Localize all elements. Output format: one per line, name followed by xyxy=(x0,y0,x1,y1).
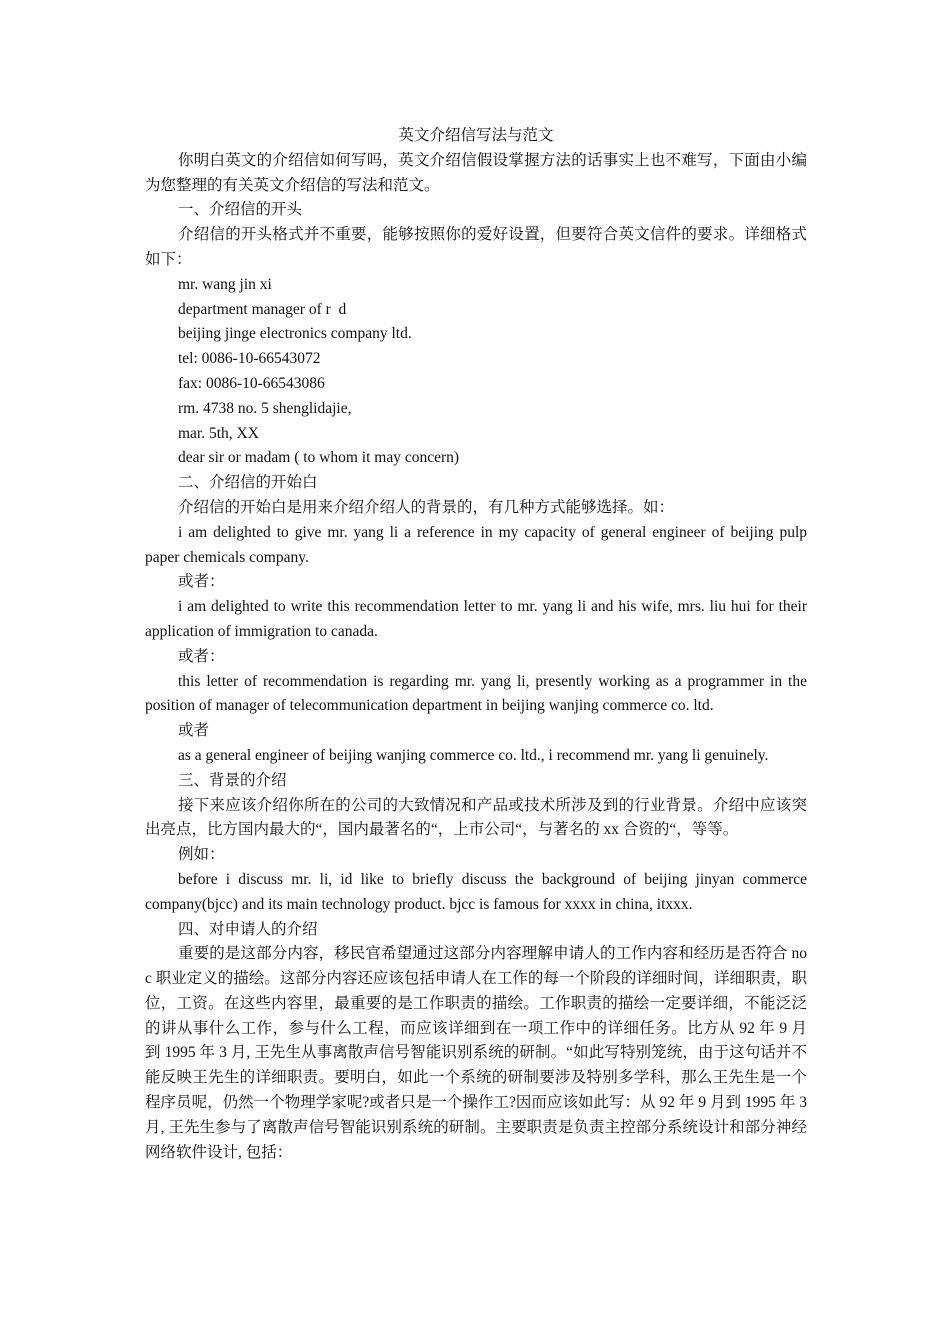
or-label-2: 或者： xyxy=(178,647,225,665)
example-paragraph-1: i am delighted to give mr. yang li a reference in my capacity of general engineer of beijing pulp paper chemicals company. xyxy=(145,523,807,566)
letter-line-salutation: dear sir or madam ( to whom it may concern) xyxy=(178,449,460,467)
letter-line-name: mr. wang jin xi xyxy=(178,275,272,293)
example-paragraph-background: before i discuss mr. li, id like to briefly discuss the background of beijing jinyan commerce company(bjcc) and its main technology product. bjcc is famous for xxxx in china, itxxx. xyxy=(145,870,807,913)
section-heading-opening: 一、介绍信的开头 xyxy=(178,201,303,219)
or-label-1: 或者： xyxy=(178,573,225,591)
example-paragraph-3: this letter of recommendation is regarding mr. yang li, presently working as a programmer in the position of manager of telecommunication department in beijing wanjing commerce co. ltd. xyxy=(145,672,807,715)
section-text-opening: 介绍信的开头格式并不重要，能够按照你的爱好设置，但要符合英文信件的要求。详细格式如下： xyxy=(145,226,807,268)
or-label-3: 或者 xyxy=(178,722,210,740)
section-heading-applicant: 四、对申请人的介绍 xyxy=(178,920,318,938)
document-title: 英文介绍信写法与范文 xyxy=(398,127,554,144)
letter-line-address: rm. 4738 no. 5 shenglidajie, xyxy=(178,399,352,417)
section-text-intro-statement: 介绍信的开始白是用来介绍介绍人的背景的，有几种方式能够选择。如： xyxy=(178,498,675,516)
example-paragraph-2: i am delighted to write this recommendation letter to mr. yang li and his wife, mrs. liu hui for their application of immigration to canada. xyxy=(145,598,807,640)
example-label: 例如： xyxy=(178,846,225,864)
document-body xyxy=(145,124,807,1165)
letter-line-tel: tel: 0086-10-66543072 xyxy=(178,350,321,368)
intro-paragraph: 你明白英文的介绍信如何写吗，英文介绍信假设掌握方法的话事实上也不难写，下面由小编为您整理的有关英文介绍信的写法和范文。 xyxy=(145,151,807,194)
letter-line-title: department manager of r d xyxy=(178,300,347,318)
letter-line-fax: fax: 0086-10-66543086 xyxy=(178,374,325,392)
section-heading-background: 三、背景的介绍 xyxy=(178,771,287,789)
letter-line-date: mar. 5th, XX xyxy=(178,424,259,442)
section-text-applicant: 重要的是这部分内容，移民官希望通过这部分内容理解申请人的工作内容和经历是否符合 noc 职业定义的描绘。这部分内容还应该包括申请人在工作的每一个阶段的详细时间，详细职责，职位，工资。在这些内容里，最重要的是工作职责的描绘。工作职责的描绘一定要详细，不能泛泛的讲从事什么工作，参与什么工程，而应该详细到在一项工作中的详细任务。比方从 92 年 9 月 到 1995 年 3 月, 王先生从事离散声信号智能识别系统的研制。“如此写特别笼统，由于这句话并不能反映王先生的详细职责。要明白，如此一个系统的研制要涉及特别多学科，那么王先生是一个程序员呢，仍然一个物理学家呢?或者只是一个操作工?因而应该如此写：从 92 年 9 月到 1995 年 3 月, 王先生参与了离散声信号智能识别系统的研制。主要职责是负责主控部分系统设计和部分神经网络软件设计, 包括： xyxy=(145,945,807,1161)
section-heading-intro-statement: 二、介绍信的开始白 xyxy=(178,474,318,492)
letter-line-company: beijing jinge electronics company ltd. xyxy=(178,325,412,343)
example-paragraph-4: as a general engineer of beijing wanjing commerce co. ltd., i recommend mr. yang li genuinely. xyxy=(178,746,769,764)
section-text-background: 接下来应该介绍你所在的公司的大致情况和产品或技术所涉及到的行业背景。介绍中应该突出亮点，比方国内最大的“，国内最著名的“，上市公司“，与著名的 xx 合资的“，等等。 xyxy=(145,796,807,839)
